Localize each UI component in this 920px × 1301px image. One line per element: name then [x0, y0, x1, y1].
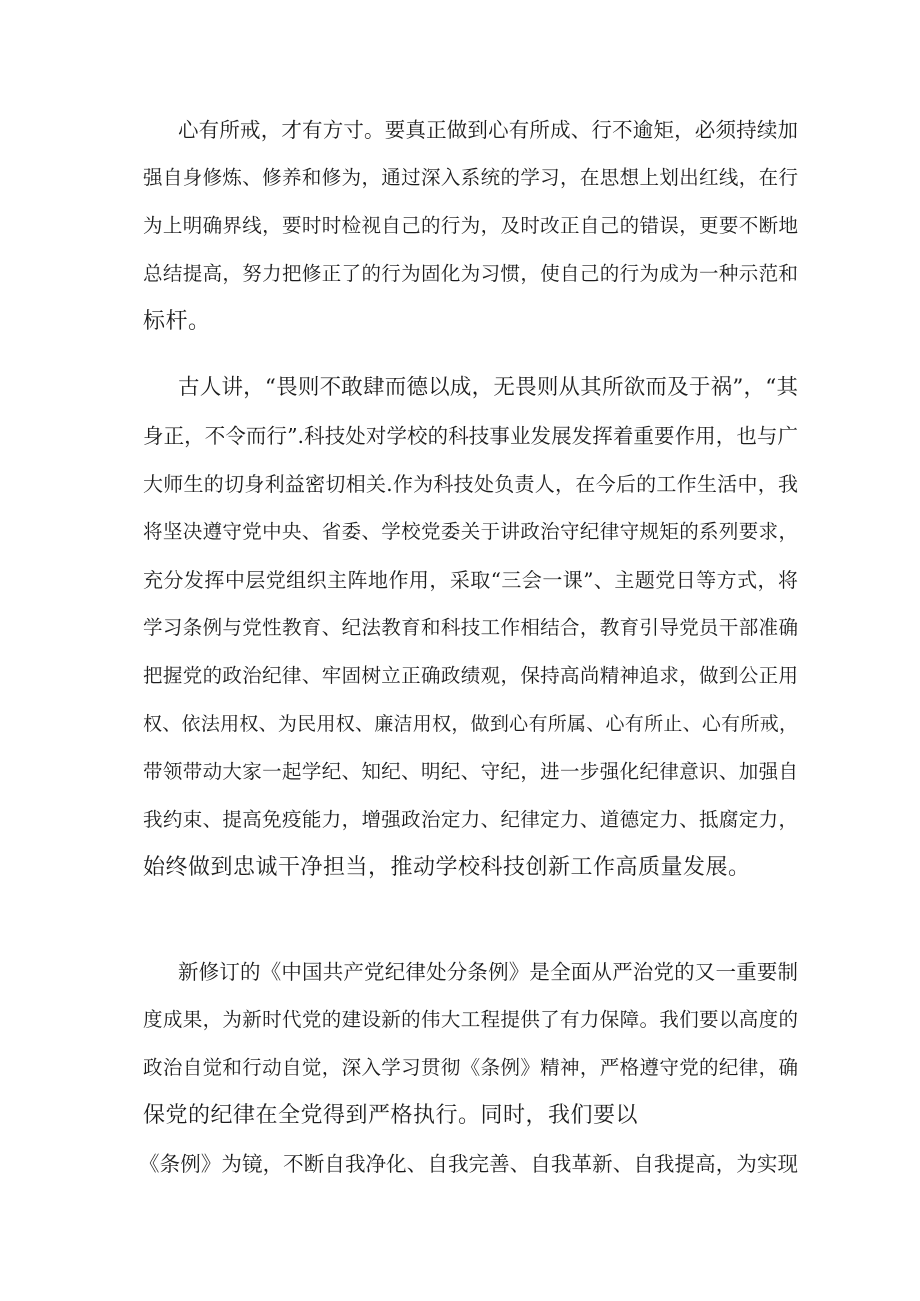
paragraph-line: 标杆。: [143, 309, 211, 334]
paragraph-line: 心有所戒，才有方寸。要真正做到心有所成、行不逾矩，必须持续加: [178, 118, 798, 142]
paragraph-line: 带领带动大家一起学纪、知纪、明纪、守纪，进一步强化纪律意识、加强自: [143, 760, 798, 783]
paragraph-line: 充分发挥中层党组织主阵地作用，采取“三会一课”、主题党日等方式，将: [143, 568, 798, 592]
paragraph-line: 总结提高，努力把修正了的行为固化为习惯，使自己的行为成为一种示范和: [143, 262, 798, 285]
paragraph-line: 将坚决遵守党中央、省委、学校党委关于讲政治守纪律守规矩的系列要求，: [143, 520, 798, 543]
paragraph-line: 《条例》为镜，不断自我净化、自我完善、自我革新、自我提高，为实现: [139, 1152, 798, 1176]
paragraph-line: 大师生的切身利益密切相关.作为科技处负责人，在今后的工作生活中，我: [143, 472, 798, 496]
paragraph-line: 把握党的政治纪律、牢固树立正确政绩观，保持高尚精神追求，做到公正用: [143, 664, 798, 687]
paragraph-line: 保党的纪律在全党得到严格执行。同时，我们要以: [143, 1103, 639, 1128]
paragraph-line: 始终做到忠诚干净担当，推动学校科技创新工作高质量发展。: [143, 855, 751, 880]
paragraph-line: 强自身修炼、修养和修为，通过深入系统的学习，在思想上划出红线，在行: [143, 166, 798, 189]
paragraph-line: 度成果，为新时代党的建设新的伟大工程提供了有力保障。我们要以高度的: [143, 1008, 798, 1031]
paragraph-line: 身正，不令而行”.科技处对学校的科技事业发展发挥着重要作用，也与广: [143, 424, 798, 448]
paragraph-line: 我约束、提高免疫能力，增强政治定力、纪律定力、道德定力、抵腐定力，: [143, 808, 798, 831]
paragraph-line: 为上明确界线，要时时检视自己的行为，及时改正自己的错误，更要不断地: [143, 214, 798, 237]
paragraph-line: 古人讲，“畏则不敢肆而德以成，无畏则从其所欲而及于祸”，“其: [178, 375, 798, 400]
paragraph-line: 新修订的《中国共产党纪律处分条例》是全面从严治党的又一重要制: [178, 960, 798, 984]
paragraph-line: 政治自觉和行动自觉，深入学习贯彻《条例》精神，严格遵守党的纪律，确: [143, 1056, 798, 1079]
paragraph-line: 学习条例与党性教育、纪法教育和科技工作相结合，教育引导党员干部准确: [143, 616, 798, 639]
paragraph-line: 权、依法用权、为民用权、廉洁用权，做到心有所属、心有所止、心有所戒，: [143, 713, 798, 735]
